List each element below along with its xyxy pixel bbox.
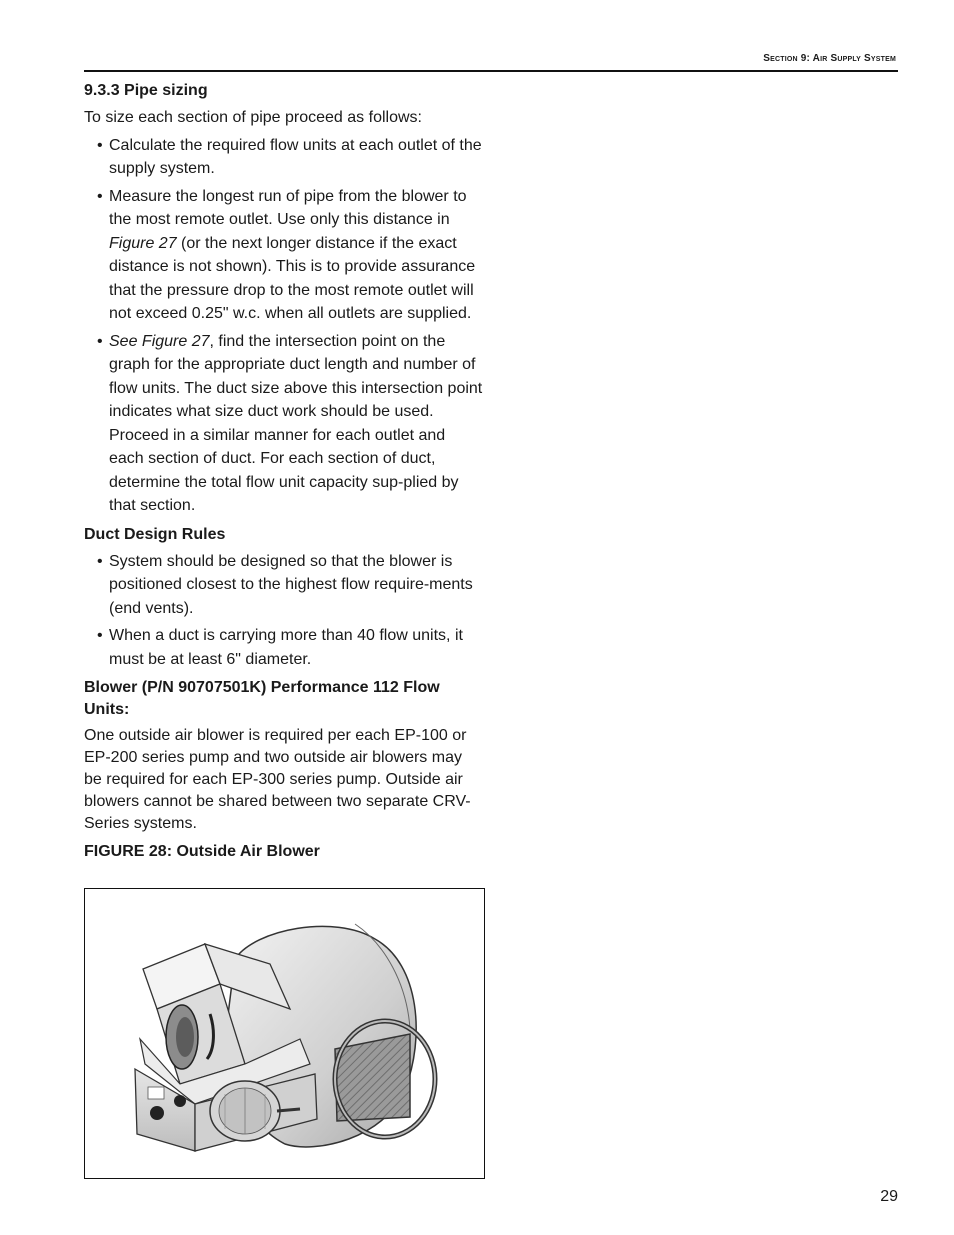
figure-reference: Figure 27	[109, 234, 177, 252]
duct-rules-heading: Duct Design Rules	[84, 525, 226, 543]
pipe-sizing-intro: To size each section of pipe proceed as follows:	[84, 109, 422, 126]
bullet-text: (or the next longer distance if the exact distance is not shown). This is to provide assurance that the pressure drop to the most remote outlet will not exceed 0.25" w.c. when all outlets are supplied.	[109, 234, 476, 322]
outlet-opening	[335, 1034, 410, 1121]
blower-illustration	[85, 889, 484, 1178]
duct-rules-list	[84, 550, 484, 672]
figure-reference: See Figure 27	[109, 332, 210, 350]
blower-body: One outside air blower is required per each EP-100 or EP-200 series pump and two outside air blowers may be required for each EP-300 series pump. Outside air blowers cannot be shared between two separate CRV-Series systems.	[84, 727, 471, 832]
blower-heading: Blower (P/N 90707501K) Performance 112 Flow Units:	[84, 679, 440, 718]
indicator-light	[150, 1106, 164, 1120]
pipe-sizing-list	[84, 134, 484, 518]
page-number: 29	[880, 1188, 898, 1205]
figure-outside-air-blower	[84, 888, 485, 1179]
section-title: Section 9: Air Supply System	[763, 53, 896, 64]
figure-caption: FIGURE 28: Outside Air Blower	[84, 843, 320, 860]
text-column	[84, 80, 484, 863]
page-header	[84, 52, 898, 72]
pipe-sizing-heading: 9.3.3 Pipe sizing	[84, 82, 208, 99]
list-item	[84, 185, 484, 326]
bullet-text: , find the intersection point on the graph for the appropriate duct length and number of flow units. The duct size above this intersection point indicates what size duct work should be used. Proceed in a similar manner for each outlet and each section of duct. For each section of duct, determine the total flow unit capacity sup-plied by that section.	[109, 332, 483, 514]
list-item: • Calculate the required flow units at each outlet of the supply system.	[84, 134, 484, 181]
indicator-light	[174, 1095, 186, 1107]
list-item	[84, 330, 484, 518]
bullet-text: Measure the longest run of pipe from the blower to the most remote outlet. Use only this distance in	[109, 187, 467, 228]
list-item: • When a duct is carrying more than 40 flow units, it must be at least 6" diameter.	[84, 624, 484, 671]
list-item: • System should be designed so that the blower is positioned closest to the highest flow require-ments (end vents).	[84, 550, 484, 621]
